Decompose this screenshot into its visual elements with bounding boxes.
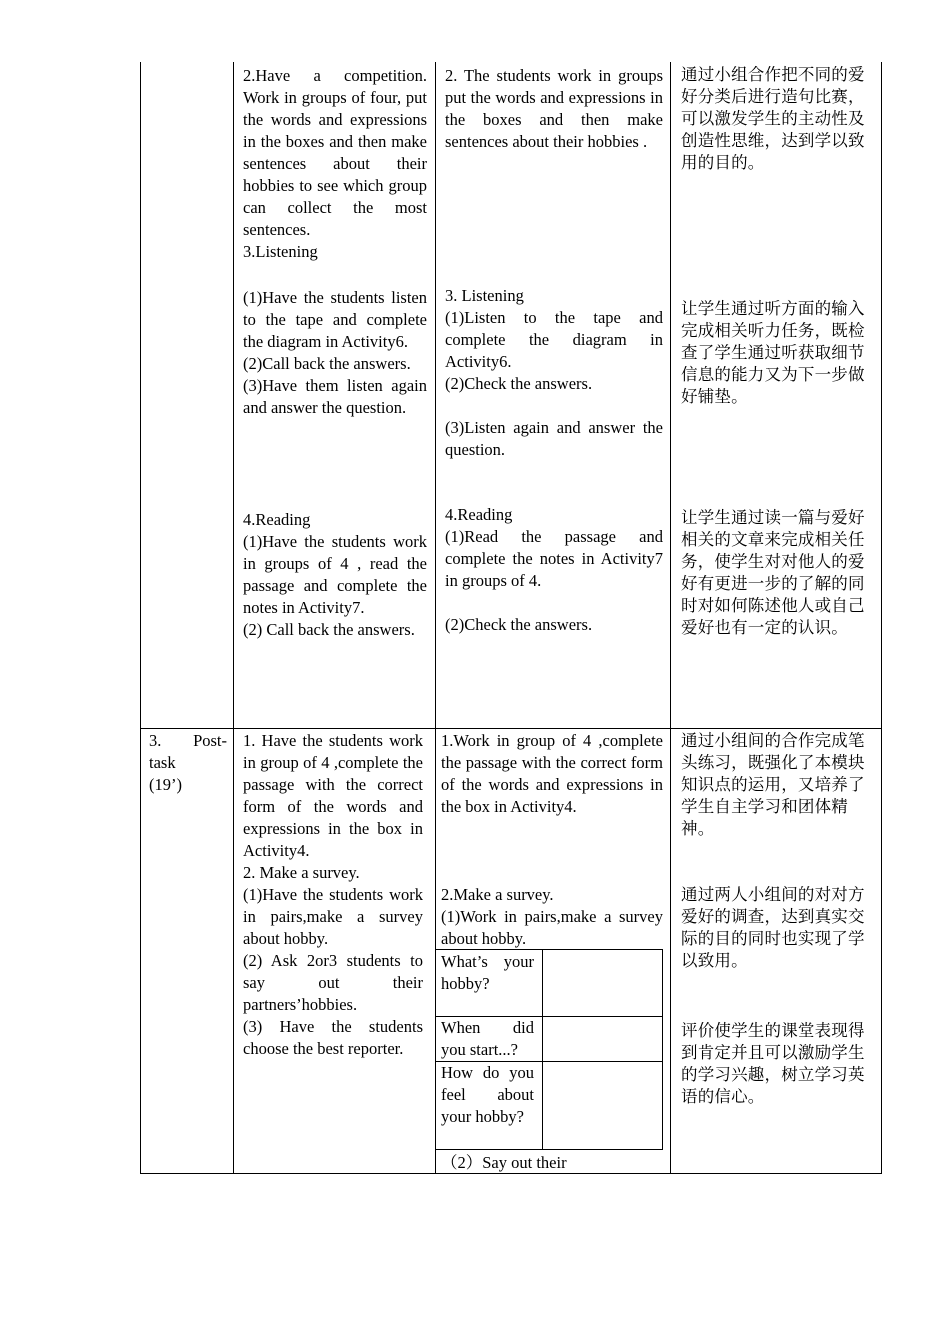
post-teacher-survey-3: (3) Have the students choose the best reporter. (243, 1017, 423, 1058)
purpose-reading: 让学生通过读一篇与爱好相关的文章来完成相关任务，使学生对对他人的爱好有更进一步的了解的同时对如何陈述他人或自己爱好也有一定的认识。 (681, 508, 865, 637)
teacher-listening-1: (1)Have the students listen to the tape and complete the diagram in Activity6. (243, 288, 427, 351)
students-reading-2: (2)Check the answers. (445, 615, 593, 634)
upper-teacher-listening (243, 287, 427, 419)
upper-students-competition (445, 65, 663, 153)
post-teacher-survey-1: (1)Have the students work in pairs,make a survey about hobby. (243, 885, 423, 948)
students-listening-1: (1)Listen to the tape and complete the diagram in Activity6. (445, 308, 663, 371)
post-purpose-item1-text: 通过小组间的合作完成笔头练习，既强化了本模块知识点的运用，又培养了学生自主学习和团体精神。 (681, 731, 865, 838)
stage-number: 3. (149, 731, 162, 750)
post-task-stage (149, 730, 227, 796)
students-reading-title: 4.Reading (445, 505, 513, 524)
post-students-survey-1: (1)Work in pairs,make a survey about hobby. (441, 907, 663, 948)
upper-teacher-cell (243, 65, 427, 263)
post-students-survey (441, 884, 663, 950)
students-listening-3: (3)Listen again and answer the question. (445, 418, 663, 459)
upper-teacher-reading (243, 509, 427, 641)
column-divider-3 (670, 62, 671, 1174)
purpose-listening: 让学生通过听方面的输入完成相关听力任务，既检查了学生通过听获取细节信息的能力又为下一步做好铺垫。 (681, 299, 865, 406)
survey-table-bottom (435, 1149, 663, 1150)
post-purpose-item1 (681, 730, 875, 840)
survey-question-2 (441, 1017, 534, 1061)
column-divider-2 (435, 62, 436, 1174)
students-listening-title: 3. Listening (445, 286, 524, 305)
post-purpose-survey (681, 884, 875, 972)
upper-purpose-reading (681, 507, 875, 639)
stage-title-a: Post- (193, 731, 227, 750)
table-border-left (140, 62, 141, 1174)
table-border-right (881, 62, 882, 1174)
row-divider (140, 728, 882, 729)
column-divider-1 (233, 62, 234, 1174)
post-students-survey-2 (441, 1152, 663, 1174)
teacher-listening-2: (2)Call back the answers. (243, 354, 411, 373)
post-students-survey-2-text: （2）Say out their (441, 1153, 567, 1172)
survey-table-top (435, 949, 663, 950)
post-teacher-survey-title: 2. Make a survey. (243, 863, 360, 882)
post-students-survey-title: 2.Make a survey. (441, 885, 554, 904)
stage-title-b: task (149, 753, 176, 772)
survey-question-3 (441, 1062, 534, 1128)
teacher-listening-title: 3.Listening (243, 242, 318, 261)
upper-students-reading (445, 504, 663, 592)
upper-students-reading-2 (445, 614, 663, 636)
post-purpose-survey-text: 通过两人小组间的对对方爱好的调查，达到真实交际的目的同时也实现了学以致用。 (681, 885, 865, 970)
stage-duration: (19’) (149, 775, 182, 794)
teacher-listening-3: (3)Have them listen again and answer the question. (243, 376, 427, 417)
upper-students-listening (445, 285, 663, 395)
teacher-reading-1: (1)Have the students work in groups of 4 , read the passage and complete the notes in Activity7. (243, 532, 427, 617)
post-purpose-evaluation (681, 1020, 875, 1108)
students-listening-2: (2)Check the answers. (445, 374, 593, 393)
post-students-item1 (441, 730, 663, 818)
survey-question-3-text: How do you feel about your hobby? (441, 1063, 534, 1126)
post-teacher-cell (243, 730, 423, 1060)
purpose-competition: 通过小组合作把不同的爱好分类后进行造句比赛，可以激发学生的主动性及创造性思维，达到学以致用的目的。 (681, 65, 865, 172)
teacher-reading-title: 4.Reading (243, 510, 311, 529)
survey-table-divider (542, 949, 543, 1150)
upper-purpose-listening (681, 298, 875, 408)
post-purpose-evaluation-text: 评价使学生的课堂表现得到肯定并且可以激励学生的学习兴趣，树立学习英语的信心。 (681, 1021, 865, 1106)
upper-purpose-competition (681, 64, 875, 174)
survey-question-2-text: When did you start...? (441, 1018, 534, 1059)
survey-question-1 (441, 951, 534, 995)
post-teacher-item1: 1. Have the students work in group of 4 ,complete the passage with the correct form of the words and expressions in the box in Activity4. (243, 731, 423, 860)
teacher-competition: 2.Have a competition. Work in groups of four, put the words and expressions in the boxes and then make sentences about their hobbies to see which group can collect the most sentences. (243, 66, 427, 239)
post-students-item1-text: 1.Work in group of 4 ,complete the passage with the correct form of the words and expressions in the box in Activity4. (441, 731, 663, 816)
upper-students-listening-3 (445, 417, 663, 461)
survey-question-1-text: What’s your hobby? (441, 952, 534, 993)
students-competition: 2. The students work in groups put the words and expressions in the boxes and then make sentences about their hobbies . (445, 66, 663, 151)
students-reading-1: (1)Read the passage and complete the notes in Activity7 in groups of 4. (445, 527, 663, 590)
teacher-reading-2: (2) Call back the answers. (243, 620, 415, 639)
post-teacher-survey-2: (2) Ask 2or3 students to say out their partners’hobbies. (243, 951, 423, 1014)
survey-table-right (662, 949, 663, 1150)
